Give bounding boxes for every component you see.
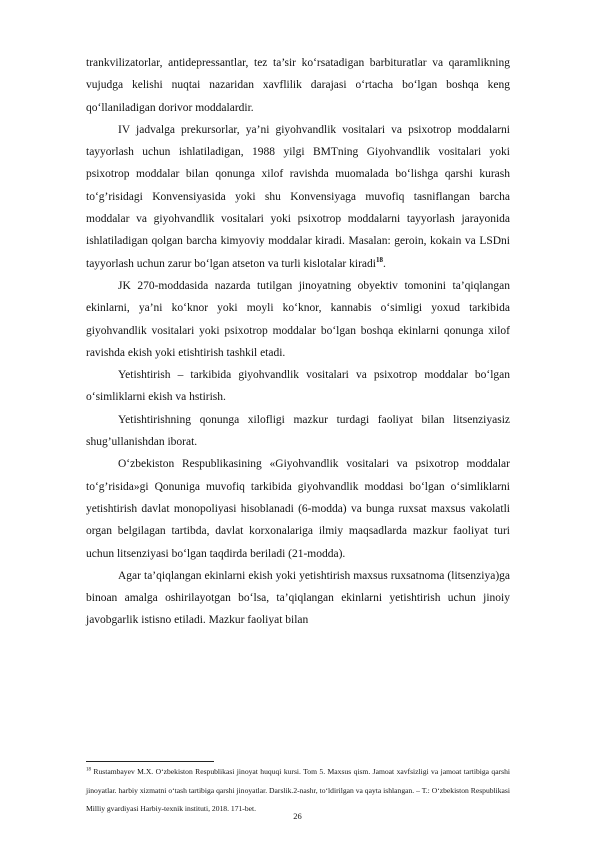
paragraph-3: JK 270-moddasida nazarda tutilgan jinoyatning obyektiv tomonini ta’qiqlangan ekinlarni, ya’ni ko‘knor yoki moyli ko‘knor, kannabis o‘simligi yoxud tarkibida giyohvandlik vositalari yoki psixotrop moddalar bo‘lgan boshqa ekinlarni qonunga xilof ravishda ekish yoki etishtirish tashkil etadi. [86,279,510,359]
footnote-separator [86,761,214,762]
body-text [86,52,510,632]
page-number: 26 [293,811,302,821]
paragraph-7: Agar ta’qiqlangan ekinlarni ekish yoki yetishtirish maxsus ruxsatnoma (litsenziya)ga binoan amalga oshirilayotgan bo‘lsa, ta’qiqlangan ekinlarni yetishtirish uchun jinoiy javobgarlik istisno etiladi. Mazkur faoliyat bilan [86,569,510,627]
paragraph-2: IV jadvalga prekursorlar, ya’ni giyohvandlik vositalari va psixotrop moddalarni tayyorlash uchun ishlatiladigan, 1988 yilgi BMTning Giyohvandlik vositalari yoki psixotrop moddalar bilan qonunga xilof ravishda muomalada bo‘lishga qarshi kurash to‘g’risidagi Konvensiyasida yoki shu Konvensiyaga muvofiq tasniflangan barcha moddalar va giyohvandlik vositalari yoki psixotrop moddalarni tayyorlash jarayonida ishlatiladigan qolgan barcha kimyoviy moddalar kiradi. Masalan: geroin, kokain va LSDni tayyorlash uchun zarur bo‘lgan atseton va turli kislotalar kiradi$^{18}$. [86,123,510,270]
footnote-text: Rustambayev M.X. O‘zbekiston Respublikasi jinoyat huquqi kursi. Tom 5. Maxsus qism. Jamoat xavfsizligi va jamoat tartibiga qarshi jinoyatlar. harbiy xizmatni o‘tash tartibiga qarshi jinoyatlar. Darslik.2-nashr, to‘ldirilgan va qayta ishlangan. – T.: O‘zbekiston Respublikasi Milliy gvardiyasi Harbiy-texnik instituti, 2018. 171-bet. [86,767,510,813]
paragraph-1: trankvilizatorlar, antidepressantlar, tez ta’sir ko‘rsatadigan barbituratlar va qaramlikning vujudga kelishi nuqtai nazaridan xavflilik darajasi o‘rtacha bo‘lgan boshqa keng qo‘llaniladigan dorivor moddalardir. [86,57,510,114]
paragraph-4: Yetishtirish – tarkibida giyohvandlik vositalari va psixotrop moddalar bo‘lgan o‘simliklarni ekish va hstirish. [86,369,510,404]
footnote-ref-18[interactable]: 18 [375,255,383,264]
footnote-number: 18 [86,767,91,773]
paragraph-6: O‘zbekiston Respublikasining «Giyohvandlik vositalari va psixotrop moddalar to‘g’risida»gi Qonuniga muvofiq tarkibida giyohvandlik moddasi bo‘lgan o‘simliklarni yetishtirish davlat monopoliyasi hisoblanadi (6-modda) va bunga ruxsat maxsus vakolatli organ belgilagan tartibda, davlat korxonalariga ilmiy maqsadlarda mazkur faoliyat turi uchun litsenziyasi bo‘lgan taqdirda beriladi (21-modda). [86,458,510,560]
paragraph-5: Yetishtirishning qonunga xilofligi mazkur turdagi faoliyat bilan litsenziyasiz shug’ullanishdan iborat. [86,413,510,449]
